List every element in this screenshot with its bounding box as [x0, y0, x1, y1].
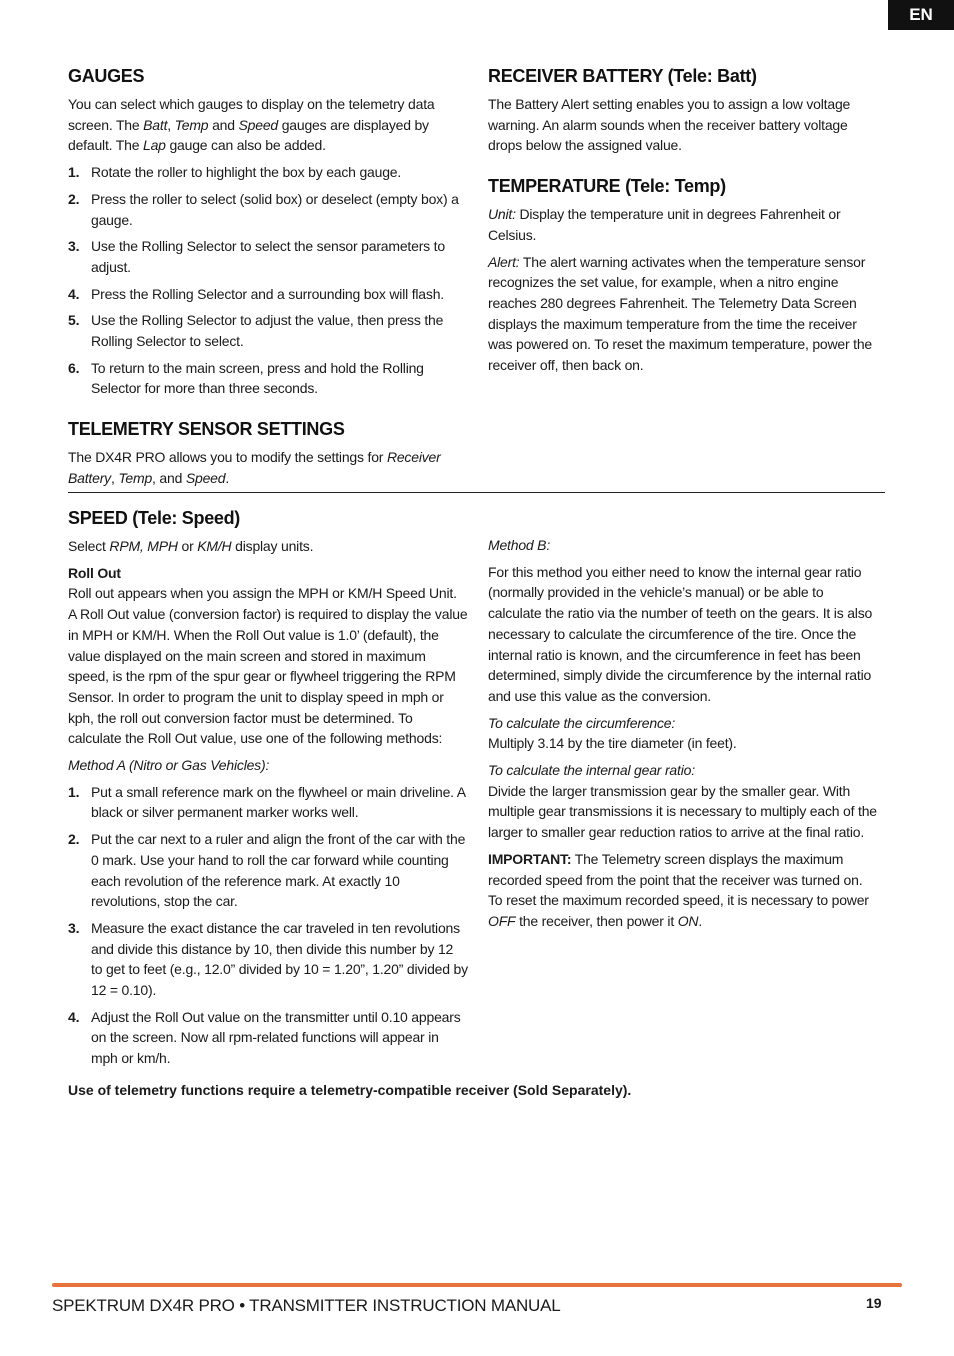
text-run: Lap [142, 137, 166, 154]
list-item [68, 162, 460, 183]
circumference-label: To calculate the circumference: [488, 714, 676, 731]
list-item [68, 236, 460, 277]
text-run: Speed [238, 116, 278, 133]
text-run: You can select which gauges to display on the telemetry data screen. The [68, 96, 435, 133]
method-a-steps [68, 782, 468, 1069]
list-item [68, 829, 468, 912]
step-text: Put the car next to a ruler and align the front of the car with the 0 mark. Use your hand to roll the car forward while counting each revolution of the reference mark. At exactly 10 revolutions, stop the car. [91, 831, 466, 910]
telemetry-notice: Use of telemetry functions require a telemetry-compatible receiver (Sold Separately). [68, 1082, 632, 1098]
text-run: RPM, MPH [109, 538, 178, 554]
list-item [68, 189, 460, 230]
alert-text: The alert warning activates when the temperature sensor recognizes the set value, for example, when a nitro engine reaches 280 degrees Fahrenheit. The Telemetry Data Screen displays the maximum temperature from the time the receiver was powered on. To reset the maximum temperature, power the receiver off, then back on. [488, 253, 873, 374]
gauges-heading: GAUGES [68, 66, 145, 86]
gear-ratio-label: To calculate the internal gear ratio: [488, 762, 695, 779]
gauges-steps [68, 162, 460, 399]
method-b-label: Method B: [488, 537, 551, 553]
alert-label: Alert: [488, 253, 520, 270]
text-run: or [177, 538, 198, 554]
text-run: Temp [118, 469, 153, 486]
list-item [68, 918, 468, 1001]
unit-text: Display the temperature unit in degrees Fahrenheit or Celsius. [488, 206, 841, 243]
temperature-alert [488, 252, 880, 376]
gear-ratio-body: Divide the larger transmission gear by the smaller gear. With multiple gear transmissions it is necessary to multiply each of the larger to smaller gear reduction ratios to arrive at the final ratio. [488, 782, 877, 841]
step-number: 1. [68, 783, 80, 800]
left-column-bottom [68, 506, 468, 1075]
step-number: 5. [68, 312, 80, 329]
step-text: Press the Rolling Selector and a surrounding box will flash. [91, 285, 444, 302]
text-run: , [167, 116, 175, 133]
right-column-bottom [488, 535, 880, 938]
text-run: gauge can also be added. [165, 137, 326, 154]
text-run: gauges are displayed by default. The [68, 116, 429, 154]
text-run: , and [152, 469, 186, 486]
step-text: Use the Rolling Selector to select the sensor parameters to adjust. [91, 238, 445, 275]
rollout-body: Roll out appears when you assign the MPH or KM/H Speed Unit. A Roll Out value (conversion factor) is required to display the value in MPH or KM/H. When the Roll Out value is 1.0’ (default), the value displayed on the main screen and stored in maximum speed, is the rpm of the spur gear or flywheel triggering the RPM Sensor. In order to program the unit to display speed in mph or kph, the roll out conversion factor must be determined. To calculate the Roll Out value, use one of the following methods: [68, 585, 468, 747]
text-run: KM/H [197, 538, 232, 554]
important-note [488, 849, 880, 932]
text-run: ON [677, 912, 699, 929]
telemetry-heading: TELEMETRY SENSOR SETTINGS [68, 419, 345, 440]
circumference-body: Multiply 3.14 by the tire diameter (in feet). [488, 735, 737, 752]
language-tab: EN [888, 0, 954, 30]
text-run: . [698, 912, 703, 929]
gauges-intro [68, 94, 460, 156]
step-text: Adjust the Roll Out value on the transmitter until 0.10 appears on the screen. Now all rpm-related functions will appear in mph or km/h. [91, 1008, 461, 1067]
list-item [68, 1007, 468, 1069]
text-run: Speed [185, 469, 226, 486]
step-text: Measure the exact distance the car traveled in ten revolutions and divide this distance by 10, then divide this number by 12 to get to feet (e.g., 12.0” divided by 10 = 1.20”, 1.20” divided by 12 = 0.10). [91, 919, 468, 999]
left-column-top [68, 64, 460, 495]
list-item [68, 782, 468, 823]
text-run: The Telemetry screen displays the maximum recorded speed from the point that the receiver was turned on. To reset the maximum recorded speed, it is necessary to power [488, 850, 869, 909]
text-run: Receiver Battery [68, 449, 441, 486]
text-run: display units. [231, 538, 314, 554]
text-run: Select [68, 538, 110, 554]
section-divider [68, 492, 885, 493]
unit-label: Unit: [488, 206, 516, 223]
text-run: Temp [174, 116, 209, 133]
step-number: 4. [68, 1008, 80, 1025]
text-run: Batt [143, 116, 168, 133]
receiver-battery-body: The Battery Alert setting enables you to assign a low voltage warning. An alarm sounds when the receiver battery voltage drops below the assigned value. [488, 96, 851, 154]
list-item [68, 284, 460, 305]
receiver-battery-heading: RECEIVER BATTERY (Tele: Batt) [488, 66, 757, 86]
text-run: IMPORTANT: [488, 850, 572, 867]
step-number: 3. [68, 238, 80, 255]
step-text: Use the Rolling Selector to adjust the value, then press the Rolling Selector to select. [91, 312, 444, 350]
text-run: , [110, 469, 119, 486]
rollout-heading: Roll Out [68, 564, 121, 581]
list-item [68, 310, 460, 351]
step-number: 1. [68, 164, 80, 181]
method-b-body: For this method you either need to know the internal gear ratio (normally provided in the vehicle’s manual) or be able to calculate the ratio via the number of teeth on the gears. It is also necessary to calculate the circumference of the tire. Once the internal ratio is known, and the circumference in feet has been determined, simply divide the circumference by the internal ratio and use this value as the conversion. [488, 563, 873, 704]
footer-rule [52, 1283, 902, 1287]
temperature-unit [488, 204, 880, 245]
speed-heading: SPEED (Tele: Speed) [68, 508, 241, 528]
list-item [68, 358, 460, 399]
step-number: 4. [68, 285, 80, 302]
step-number: 6. [68, 359, 80, 376]
speed-select [68, 536, 468, 557]
text-run: The DX4R PRO allows you to modify the settings for [68, 449, 387, 466]
footer-title: SPEKTRUM DX4R PRO • TRANSMITTER INSTRUCTION MANUAL [52, 1296, 561, 1315]
text-run: and [208, 116, 239, 133]
telemetry-body [68, 447, 460, 488]
step-text: Press the roller to select (solid box) or deselect (empty box) a gauge. [91, 190, 459, 228]
step-text: Rotate the roller to highlight the box by each gauge. [91, 164, 402, 181]
step-text: To return to the main screen, press and hold the Rolling Selector for more than three seconds. [91, 359, 424, 397]
text-run: OFF [488, 912, 516, 929]
step-number: 2. [68, 831, 80, 848]
temperature-heading: TEMPERATURE (Tele: Temp) [488, 176, 726, 197]
step-number: 3. [68, 919, 80, 936]
text-run: . [225, 469, 230, 486]
page-number: 19 [866, 1295, 882, 1311]
step-number: 2. [68, 190, 80, 207]
step-text: Put a small reference mark on the flywheel or main driveline. A black or silver permanent marker works well. [91, 783, 466, 821]
right-column-top [488, 64, 880, 382]
method-a-label: Method A (Nitro or Gas Vehicles): [68, 757, 270, 774]
text-run: the receiver, then power it [515, 912, 678, 929]
